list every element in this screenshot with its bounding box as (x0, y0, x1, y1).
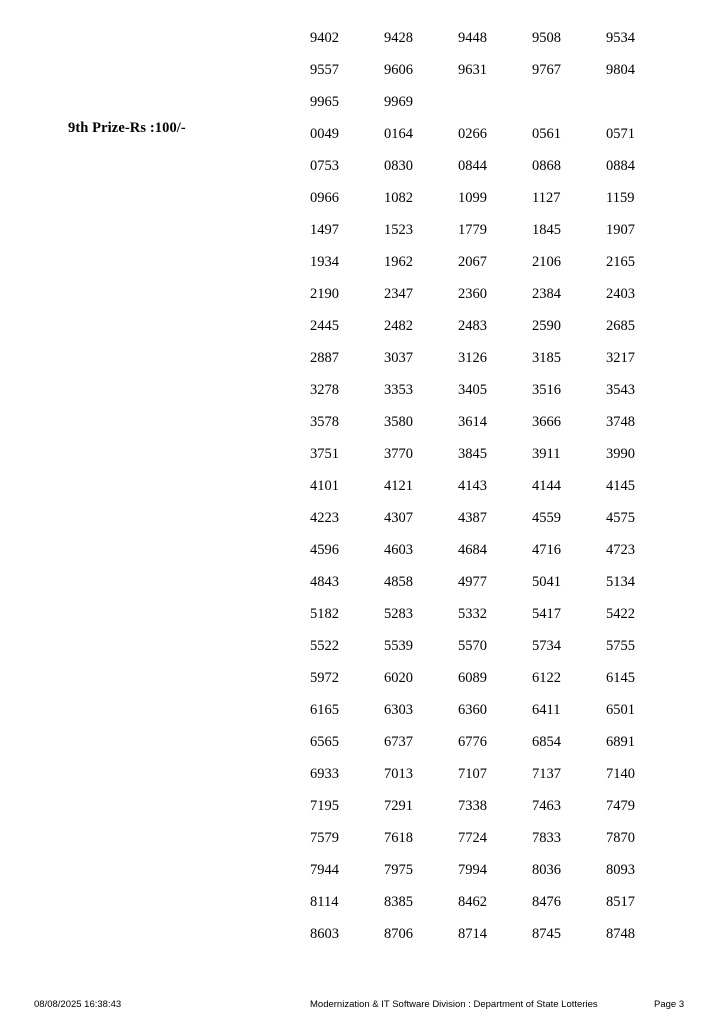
table-row (310, 118, 680, 150)
table-row (310, 150, 680, 182)
number-cell: 3126 (458, 349, 487, 366)
number-cell: 4223 (310, 509, 339, 526)
table-row (310, 598, 680, 630)
number-cell: 7944 (310, 861, 339, 878)
number-cell: 8093 (606, 861, 635, 878)
number-cell: 7107 (458, 765, 487, 782)
number-cell: 5570 (458, 637, 487, 654)
number-cell: 0753 (310, 157, 339, 174)
table-row (310, 342, 680, 374)
number-cell: 3751 (310, 445, 339, 462)
table-row (310, 406, 680, 438)
number-cell: 7137 (532, 765, 561, 782)
number-cell: 4977 (458, 573, 487, 590)
number-cell: 1934 (310, 253, 339, 270)
number-cell: 7140 (606, 765, 635, 782)
number-cell: 9402 (310, 29, 339, 46)
number-cell: 3911 (532, 445, 561, 462)
number-cell: 9508 (532, 29, 561, 46)
number-cell: 5755 (606, 637, 635, 654)
number-cell: 8385 (384, 893, 413, 910)
number-cell: 4843 (310, 573, 339, 590)
number-cell: 6501 (606, 701, 635, 718)
number-cell: 9804 (606, 61, 635, 78)
number-cell: 0844 (458, 157, 487, 174)
number-cell: 2887 (310, 349, 339, 366)
table-row (310, 54, 680, 86)
number-cell: 5041 (532, 573, 561, 590)
number-cell: 4101 (310, 477, 339, 494)
number-cell: 3217 (606, 349, 635, 366)
number-cell: 2445 (310, 317, 339, 334)
table-row (310, 662, 680, 694)
number-cell: 2403 (606, 285, 635, 302)
number-cell: 2482 (384, 317, 413, 334)
number-cell: 0164 (384, 125, 413, 142)
number-cell: 4145 (606, 477, 635, 494)
table-row (310, 374, 680, 406)
number-cell: 9428 (384, 29, 413, 46)
number-cell: 7724 (458, 829, 487, 846)
number-cell: 0884 (606, 157, 635, 174)
number-cell: 6737 (384, 733, 413, 750)
number-cell: 1779 (458, 221, 487, 238)
number-cell: 3543 (606, 381, 635, 398)
number-cell: 8462 (458, 893, 487, 910)
number-cell: 5972 (310, 669, 339, 686)
number-cell: 6360 (458, 701, 487, 718)
table-row (310, 726, 680, 758)
number-cell: 7975 (384, 861, 413, 878)
number-cell: 4603 (384, 541, 413, 558)
number-cell: 9965 (310, 93, 339, 110)
number-cell: 3580 (384, 413, 413, 430)
number-cell: 6933 (310, 765, 339, 782)
number-cell: 2483 (458, 317, 487, 334)
table-row (310, 182, 680, 214)
number-cell: 7463 (532, 797, 561, 814)
number-cell: 0830 (384, 157, 413, 174)
number-cell: 1159 (606, 189, 635, 206)
number-cell: 7870 (606, 829, 635, 846)
number-cell: 3990 (606, 445, 635, 462)
number-cell: 2360 (458, 285, 487, 302)
table-row (310, 470, 680, 502)
number-cell: 4307 (384, 509, 413, 526)
number-cell: 3748 (606, 413, 635, 430)
number-cell: 9631 (458, 61, 487, 78)
footer-department-text: Modernization & IT Software Division : Department of State Lotteries (310, 999, 598, 1010)
number-cell: 8114 (310, 893, 339, 910)
number-cell: 4387 (458, 509, 487, 526)
page-footer (0, 999, 724, 1019)
number-cell: 7013 (384, 765, 413, 782)
number-cell: 6303 (384, 701, 413, 718)
number-cell: 8714 (458, 925, 487, 942)
table-row (310, 86, 680, 118)
number-cell: 9557 (310, 61, 339, 78)
number-cell: 6122 (532, 669, 561, 686)
footer-page-number: Page 3 (654, 999, 685, 1010)
number-cell: 2190 (310, 285, 339, 302)
number-cell: 1497 (310, 221, 339, 238)
number-cell: 7479 (606, 797, 635, 814)
number-cell: 5539 (384, 637, 413, 654)
table-row (310, 310, 680, 342)
number-cell: 3185 (532, 349, 561, 366)
number-cell: 5283 (384, 605, 413, 622)
number-cell: 6165 (310, 701, 339, 718)
number-cell: 8706 (384, 925, 413, 942)
table-row (310, 278, 680, 310)
table-row (310, 694, 680, 726)
number-cell: 6891 (606, 733, 635, 750)
number-cell: 2685 (606, 317, 635, 334)
number-cell (606, 86, 680, 118)
number-cell: 8476 (532, 893, 561, 910)
number-cell: 2590 (532, 317, 561, 334)
number-cell: 8036 (532, 861, 561, 878)
number-cell: 3353 (384, 381, 413, 398)
number-cell (458, 86, 532, 118)
number-cell: 6776 (458, 733, 487, 750)
number-cell: 1845 (532, 221, 561, 238)
number-cell: 2384 (532, 285, 561, 302)
winning-numbers-table (310, 22, 680, 950)
number-cell: 3037 (384, 349, 413, 366)
table-row (310, 758, 680, 790)
table-row (310, 854, 680, 886)
number-cell: 8603 (310, 925, 339, 942)
number-cell: 5182 (310, 605, 339, 622)
table-row (310, 214, 680, 246)
number-cell: 9767 (532, 61, 561, 78)
table-row (310, 918, 680, 950)
table-row (310, 886, 680, 918)
table-row (310, 630, 680, 662)
number-cell: 1099 (458, 189, 487, 206)
number-cell: 1907 (606, 221, 635, 238)
number-cell: 9969 (384, 93, 413, 110)
number-cell: 4559 (532, 509, 561, 526)
number-cell: 4575 (606, 509, 635, 526)
number-cell: 8517 (606, 893, 635, 910)
number-cell: 7338 (458, 797, 487, 814)
winning-numbers-body (310, 22, 680, 950)
table-row (310, 790, 680, 822)
number-cell: 4121 (384, 477, 413, 494)
number-cell: 6565 (310, 733, 339, 750)
number-cell: 4144 (532, 477, 561, 494)
number-cell: 2067 (458, 253, 487, 270)
number-cell: 1962 (384, 253, 413, 270)
table-row (310, 502, 680, 534)
number-cell: 2106 (532, 253, 561, 270)
number-cell: 4723 (606, 541, 635, 558)
number-cell: 3516 (532, 381, 561, 398)
number-cell: 7833 (532, 829, 561, 846)
number-cell: 1127 (532, 189, 561, 206)
number-cell: 6854 (532, 733, 561, 750)
number-cell: 0266 (458, 125, 487, 142)
number-cell: 5522 (310, 637, 339, 654)
number-cell: 3770 (384, 445, 413, 462)
number-cell: 4143 (458, 477, 487, 494)
number-cell: 5422 (606, 605, 635, 622)
number-cell: 0868 (532, 157, 561, 174)
number-cell: 7291 (384, 797, 413, 814)
number-cell: 8745 (532, 925, 561, 942)
number-cell: 5417 (532, 605, 561, 622)
number-cell: 4716 (532, 541, 561, 558)
number-cell: 2165 (606, 253, 635, 270)
number-cell: 6411 (532, 701, 561, 718)
number-cell: 6089 (458, 669, 487, 686)
number-cell: 0049 (310, 125, 339, 142)
number-cell: 5134 (606, 573, 635, 590)
number-cell: 7618 (384, 829, 413, 846)
number-cell: 3845 (458, 445, 487, 462)
number-cell: 4684 (458, 541, 487, 558)
number-cell: 2347 (384, 285, 413, 302)
table-row (310, 822, 680, 854)
table-row (310, 22, 680, 54)
table-row (310, 566, 680, 598)
number-cell: 1523 (384, 221, 413, 238)
number-cell: 7579 (310, 829, 339, 846)
number-cell: 9448 (458, 29, 487, 46)
table-row (310, 246, 680, 278)
number-cell: 4596 (310, 541, 339, 558)
number-cell (532, 86, 606, 118)
number-cell: 5332 (458, 605, 487, 622)
table-row (310, 438, 680, 470)
number-cell: 9606 (384, 61, 413, 78)
footer-timestamp: 08/08/2025 16:38:43 (34, 999, 122, 1010)
number-cell: 4858 (384, 573, 413, 590)
number-cell: 3405 (458, 381, 487, 398)
number-cell: 6145 (606, 669, 635, 686)
prize-category-label: 9th Prize-Rs :100/- (68, 120, 186, 136)
number-cell: 5734 (532, 637, 561, 654)
number-cell: 9534 (606, 29, 635, 46)
number-cell: 0571 (606, 125, 635, 142)
number-cell: 8748 (606, 925, 635, 942)
number-cell: 0966 (310, 189, 339, 206)
number-cell: 7195 (310, 797, 339, 814)
number-cell: 3278 (310, 381, 339, 398)
number-cell: 1082 (384, 189, 413, 206)
number-cell: 6020 (384, 669, 413, 686)
number-cell: 3614 (458, 413, 487, 430)
number-cell: 0561 (532, 125, 561, 142)
number-cell: 7994 (458, 861, 487, 878)
number-cell: 3578 (310, 413, 339, 430)
table-row (310, 534, 680, 566)
number-cell: 3666 (532, 413, 561, 430)
